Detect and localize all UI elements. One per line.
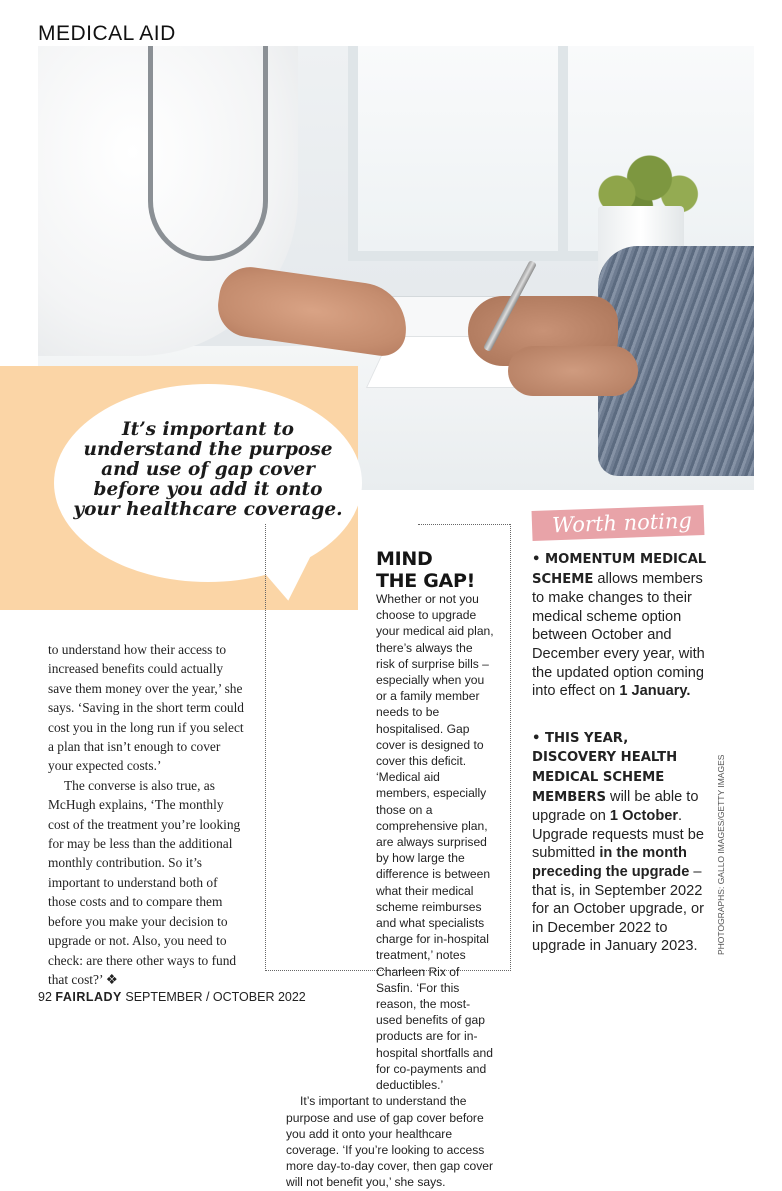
sidebar-paragraph: It’s important to understand the purpose and use of gap cover before you add it onto your healthcare coverage. ‘If you’re looking to access more day-to-day cover, then gap cover will not benefit you,’ she says. <box>286 1094 494 1190</box>
sidebar-heading-line-1: MIND <box>376 548 433 570</box>
photo-stethoscope <box>148 46 268 261</box>
sidebar-heading-line-2: THE GAP! <box>376 570 475 592</box>
worth-noting-item-emphasis: in the month preceding the upgrade <box>532 845 690 880</box>
sidebar-body <box>286 591 494 1191</box>
worth-noting-item <box>532 729 712 956</box>
worth-noting-item-lead: • MOMENTUM MEDICAL SCHEME <box>532 552 707 587</box>
photo-doctor-hand <box>214 263 412 359</box>
pull-quote: It’s important to understand the purpose and use of gap cover before you add it onto your healthcare coverage. <box>73 419 343 520</box>
sidebar-box-top-rule <box>418 524 510 525</box>
sidebar-paragraph: Whether or not you choose to upgrade your medical aid plan, there’s always the risk of surprise bills – especially when you or a family member needs to be hospitalised. Gap cover is designed to cover this deficit. ‘Medical aid members, especially those on a comprehensive plan, are always surprised by how large the difference is between what their medical scheme reimburses and what specialists charge for in-hospital treatment,’ notes Charleen Rix of Sasfin. ‘For this reason, the most-used benefits of gap products are for in-hospital shortfalls and for co-payments and deductibles.’ <box>376 592 494 1093</box>
body-column-1 <box>48 640 244 989</box>
sidebar-heading <box>376 548 496 592</box>
worth-noting-item <box>532 550 712 701</box>
issue-date: SEPTEMBER / OCTOBER 2022 <box>125 990 306 1004</box>
body-paragraph: to understand how their access to increased benefits could actually save them money over the year,’ she says. ‘Saving in the short term could cost you in the long run if you select a plan that isn’t enough to cover your expected costs.’ <box>48 642 244 774</box>
photo-patient-hand-lower <box>508 346 638 396</box>
worth-noting-item-text: – that is, in September 2022 for an October upgrade, or in December 2022 to upgrade in January 2023. <box>532 863 704 955</box>
worth-noting-item-text: . Upgrade requests must be submitted <box>532 808 704 862</box>
page-footer <box>38 990 306 1004</box>
worth-noting-item-date: 1 October <box>609 808 679 825</box>
body-paragraph: The converse is also true, as McHugh explains, ‘The monthly cost of the treatment you’re looking for may be less than the additional monthly contribution. So it’s important to understand both of those costs and to compare them before you make your decision to upgrade or not. Also, you need to check: are there other ways to fund that cost?’ ❖ <box>48 777 241 987</box>
worth-noting-list <box>532 550 712 984</box>
page-number: 92 <box>38 990 52 1004</box>
photo-credit: PHOTOGRAPHS: GALLO IMAGES/GETTY IMAGES <box>716 754 726 955</box>
worth-noting-item-date: 1 January. <box>619 683 691 700</box>
magazine-name: FAIRLADY <box>55 990 122 1004</box>
worth-noting-item-text: allows members to make changes to their medical scheme option between October and December every year, with the updated option coming into effect on <box>532 570 705 700</box>
worth-noting-item-lead: • THIS YEAR, DISCOVERY HEALTH MEDICAL SCHEME MEMBERS <box>532 730 678 805</box>
photo-credit-wrap <box>716 754 728 1155</box>
photo-window-bar <box>558 46 568 256</box>
worth-noting-tag: Worth noting <box>551 508 693 538</box>
worth-noting-item-text: will be able to upgrade on <box>532 788 699 825</box>
section-label: MEDICAL AID <box>38 22 176 45</box>
